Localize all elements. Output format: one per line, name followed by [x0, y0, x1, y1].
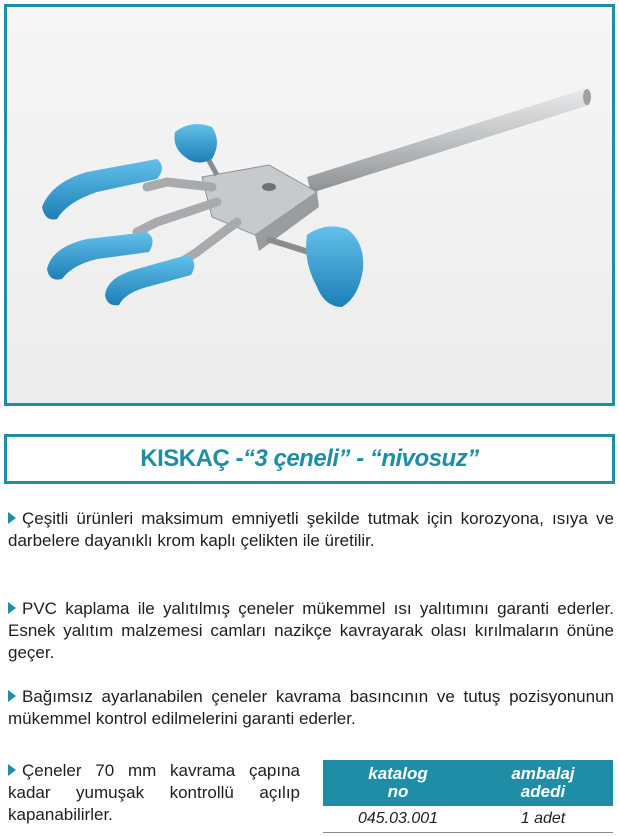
bullet-arrow-icon	[8, 512, 16, 524]
feature-text: Çeşitli ürünleri maksimum emniyetli şekilde tutmak için korozyona, ısıya ve darbelere dayanıklı krom kaplı çelikten ile üretilir.	[8, 509, 614, 550]
header-catalog-line2: no	[387, 782, 409, 801]
header-pack	[473, 765, 613, 801]
feature-item	[8, 598, 614, 664]
catalog-number: 045.03.001	[357, 810, 439, 827]
feature-item	[8, 508, 614, 552]
header-catalog-line1: katalog	[368, 764, 428, 783]
header-pack-line2: adedi	[520, 782, 566, 801]
three-prong-clamp-icon	[7, 7, 612, 403]
feature-text: PVC kaplama ile yalıtılmış çeneler mükemmel ısı yalıtımını garanti ederler. Esnek yalıtım malzemesi camları nazikçe kavrayarak olası kırılmaların önüne geçer.	[8, 599, 614, 662]
spec-table-header	[323, 760, 613, 806]
feature-text: Çeneler 70 mm kavrama çapına kadar yumuşak kontrollü açılıp kapanabilirler.	[8, 761, 300, 824]
spec-table	[323, 760, 613, 833]
pack-quantity: 1 adet	[520, 810, 566, 827]
bullet-arrow-icon	[8, 602, 16, 614]
product-title	[4, 434, 615, 484]
header-pack-line1: ambalaj	[511, 764, 575, 783]
clamp-rod	[307, 89, 591, 193]
feature-item	[8, 686, 614, 730]
feature-item	[8, 760, 300, 826]
feature-text: Bağımsız ayarlanabilen çeneler kavrama basıncının ve tutuş pozisyonunun mükemmel kontrol edilmelerini garanti ederler.	[8, 687, 614, 728]
bullet-arrow-icon	[8, 764, 16, 776]
bullet-arrow-icon	[8, 690, 16, 702]
title-main: KISKAÇ -	[140, 445, 243, 472]
product-photo	[4, 4, 615, 406]
header-catalog	[323, 765, 473, 801]
title-sub: “3 çeneli” - “nivosuz”	[242, 445, 479, 472]
table-row	[323, 806, 613, 833]
